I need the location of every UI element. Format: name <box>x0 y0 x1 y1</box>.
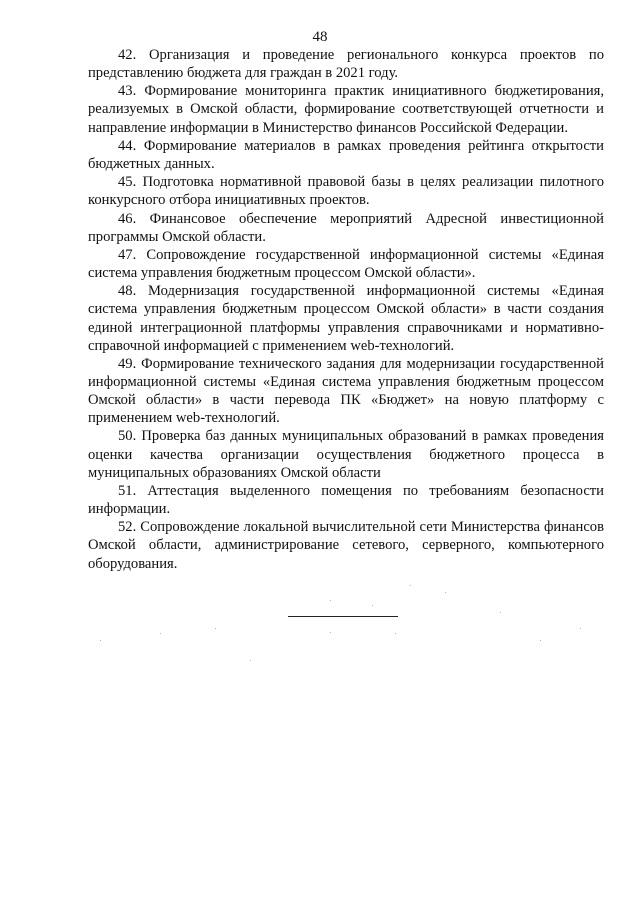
scan-speck <box>540 640 541 641</box>
scan-speck <box>330 632 331 633</box>
document-body <box>88 46 604 573</box>
scan-speck <box>410 585 411 586</box>
list-item-44: 44. Формирование материалов в рамках проведения рейтинга открытости бюджетных данных. <box>88 137 604 172</box>
list-item-48: 48. Модернизация государственной информационной системы «Единая система управления бюджетным процессом Омской области» в части создания единой интеграционной платформы управления справочниками и нормативно-справочной информацией с применением web-технологий. <box>88 283 604 354</box>
list-item-51: 51. Аттестация выделенного помещения по требованиям безопасности информации. <box>88 482 604 518</box>
list-item-52: 52. Сопровождение локальной вычислительной сети Министерства финансов Омской области, администрирование сетевого, серверного, компьютерного оборудования. <box>88 519 604 572</box>
scan-speck <box>445 592 446 593</box>
scan-speck <box>500 612 501 613</box>
scan-speck <box>215 628 216 629</box>
scan-speck <box>372 605 373 606</box>
list-item-47: 47. Сопровождение государственной информационной системы «Единая система управления бюджетным процессом Омской области». <box>88 246 604 282</box>
list-item-45: 45. Подготовка нормативной правовой базы в целях реализации пилотного конкурсного отбора инициативных проектов. <box>88 174 604 209</box>
scan-speck <box>250 660 251 661</box>
scan-speck <box>100 640 101 641</box>
list-item-46: 46. Финансовое обеспечение мероприятий Адресной инвестиционной программы Омской области. <box>88 210 604 245</box>
end-separator-line <box>288 616 398 617</box>
scan-speck <box>395 633 396 634</box>
scan-speck <box>580 628 581 629</box>
list-item-49: 49. Формирование технического задания для модернизации государственной информационной системы «Единая система управления бюджетным процессом Омской области» в части перевода ПК «Бюджет» на новую платформу с применением web-технологий. <box>88 355 604 427</box>
list-item-43: 43. Формирование мониторинга практик инициативного бюджетирования, реализуемых в Омской области, формирование соответствующей отчетности и направление информации в Министерство финансов Российской Федерации. <box>88 83 604 136</box>
list-item-42: 42. Организация и проведение регионального конкурса проектов по представлению бюджета для граждан в 2021 году. <box>88 47 604 82</box>
scan-speck <box>330 600 331 601</box>
page-number: 48 <box>312 29 328 45</box>
scan-speck <box>160 633 161 634</box>
list-item-50: 50. Проверка баз данных муниципальных образований в рамках проведения оценки качества организации осуществления бюджетного процесса в муниципальных образованиях Омской области <box>88 428 604 481</box>
